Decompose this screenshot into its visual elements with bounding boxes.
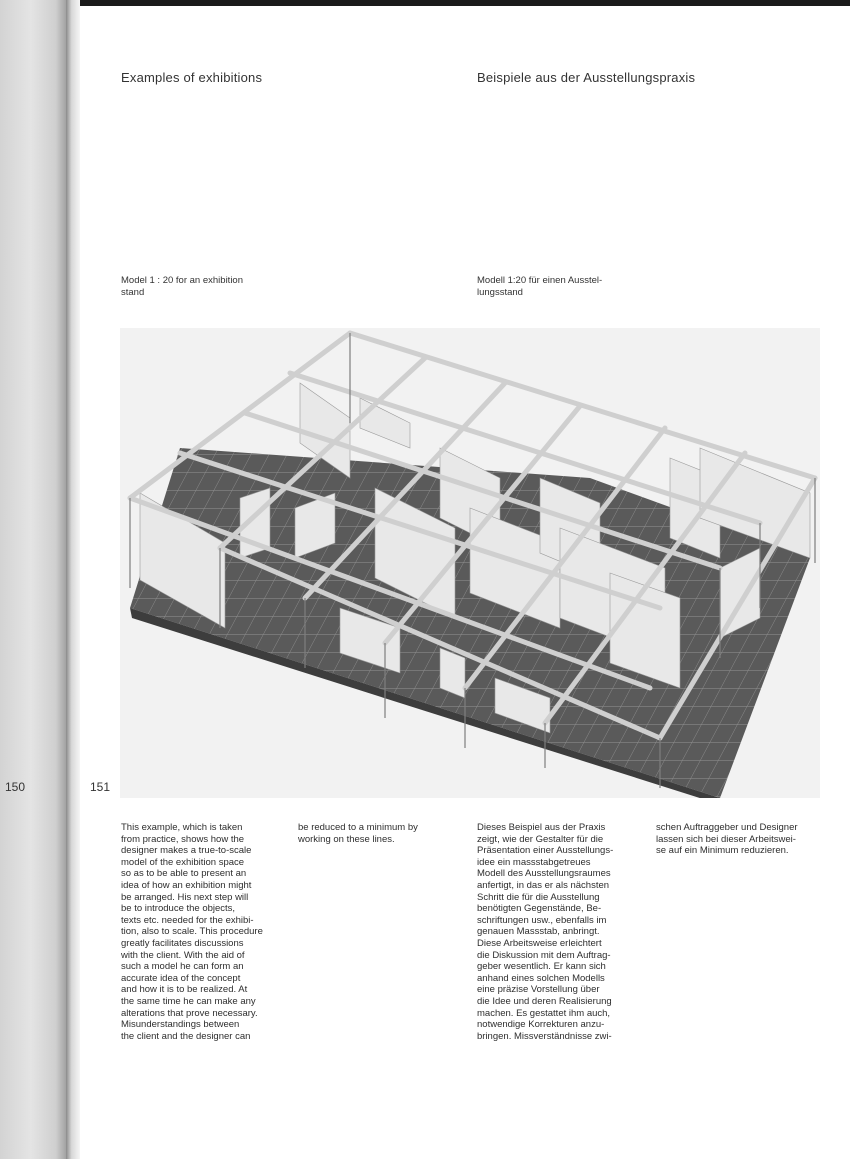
body-german-column-2 <box>656 822 826 857</box>
caption-line: Model 1 : 20 for an exhibition <box>121 275 243 286</box>
text-line: lassen sich bei dieser Arbeitswei- <box>656 833 796 845</box>
text-line: with the client. With the aid of <box>121 949 245 961</box>
text-line: geber wesentlich. Er kann sich <box>477 961 606 973</box>
section-title-german: Beispiele aus der Ausstellungspraxis <box>477 70 696 85</box>
text-line: alterations that prove necessary. <box>121 1007 258 1019</box>
text-line: be arranged. His next step will <box>121 891 249 903</box>
text-line: die Diskussion mit dem Auftrag- <box>477 949 611 961</box>
text-line: schen Auftraggeber und Designer <box>656 822 798 833</box>
text-line: machen. Es gestattet ihm auch, <box>477 1007 611 1019</box>
text-line: se auf ein Minimum reduzieren. <box>656 845 789 857</box>
text-line: Misunderstandings between <box>121 1019 240 1031</box>
text-line: schriftungen usw., ebenfalls im <box>477 914 607 926</box>
text-line: idee ein massstabgetreues <box>477 856 591 868</box>
text-line: the client and the designer can <box>121 1030 251 1042</box>
text-line: such a model he can form an <box>121 961 244 973</box>
text-line: accurate idea of the concept <box>121 972 241 984</box>
text-line: zeigt, wie der Gestalter für die <box>477 833 604 845</box>
caption-german <box>477 275 602 298</box>
text-line: Modell des Ausstellungsraumes <box>477 868 611 880</box>
text-line: Schritt die für die Ausstellung <box>477 891 600 903</box>
text-line: anfertigt, in das er als nächsten <box>477 879 610 891</box>
text-line: Diese Arbeitsweise erleichtert <box>477 937 602 949</box>
text-line: so as to be able to present an <box>121 868 247 880</box>
text-line: eine präzise Vorstellung über <box>477 984 600 996</box>
body-english-column-2 <box>298 822 468 845</box>
text-line: tion, also to scale. This procedure <box>121 926 263 938</box>
body-german-column-1 <box>477 822 647 1042</box>
text-line: and how it is to be realized. At <box>121 984 248 996</box>
exhibition-model-photo <box>120 328 820 798</box>
text-line: This example, which is taken <box>121 822 243 833</box>
page-number-right: 151 <box>90 780 111 794</box>
text-line: model of the exhibition space <box>121 856 245 868</box>
text-line: be reduced to a minimum by <box>298 822 418 833</box>
caption-line: lungsstand <box>477 286 523 298</box>
page-number-left: 150 <box>5 780 26 794</box>
text-line: benötigten Gegenstände, Be- <box>477 903 602 915</box>
caption-english <box>121 275 243 298</box>
caption-line: stand <box>121 286 145 298</box>
text-line: the same time he can make any <box>121 995 256 1007</box>
text-line: die Idee und deren Realisierung <box>477 995 612 1007</box>
text-line: bringen. Missverständnisse zwi- <box>477 1030 612 1042</box>
text-line: genauen Massstab, anbringt. <box>477 926 600 938</box>
scan-top-edge <box>0 0 850 6</box>
text-line: from practice, shows how the <box>121 833 245 845</box>
section-title-english: Examples of exhibitions <box>121 70 263 85</box>
text-line: anhand eines solchen Modells <box>477 972 605 984</box>
page-fold-shadow <box>66 0 80 1159</box>
text-line: texts etc. needed for the exhibi- <box>121 914 254 926</box>
body-english-column-1 <box>121 822 291 1042</box>
text-line: greatly facilitates discussions <box>121 937 244 949</box>
text-line: notwendige Korrekturen anzu- <box>477 1019 605 1031</box>
text-line: idea of how an exhibition might <box>121 879 252 891</box>
text-line: designer makes a true-to-scale <box>121 845 252 857</box>
text-line: Dieses Beispiel aus der Praxis <box>477 822 606 833</box>
text-line: be to introduce the objects, <box>121 903 236 915</box>
caption-line: Modell 1:20 für einen Ausstel- <box>477 275 603 286</box>
book-gutter <box>0 0 68 1159</box>
text-line: Präsentation einer Ausstellungs- <box>477 845 614 857</box>
exhibition-stand-model-illustration <box>120 328 820 798</box>
text-line: working on these lines. <box>298 833 395 845</box>
